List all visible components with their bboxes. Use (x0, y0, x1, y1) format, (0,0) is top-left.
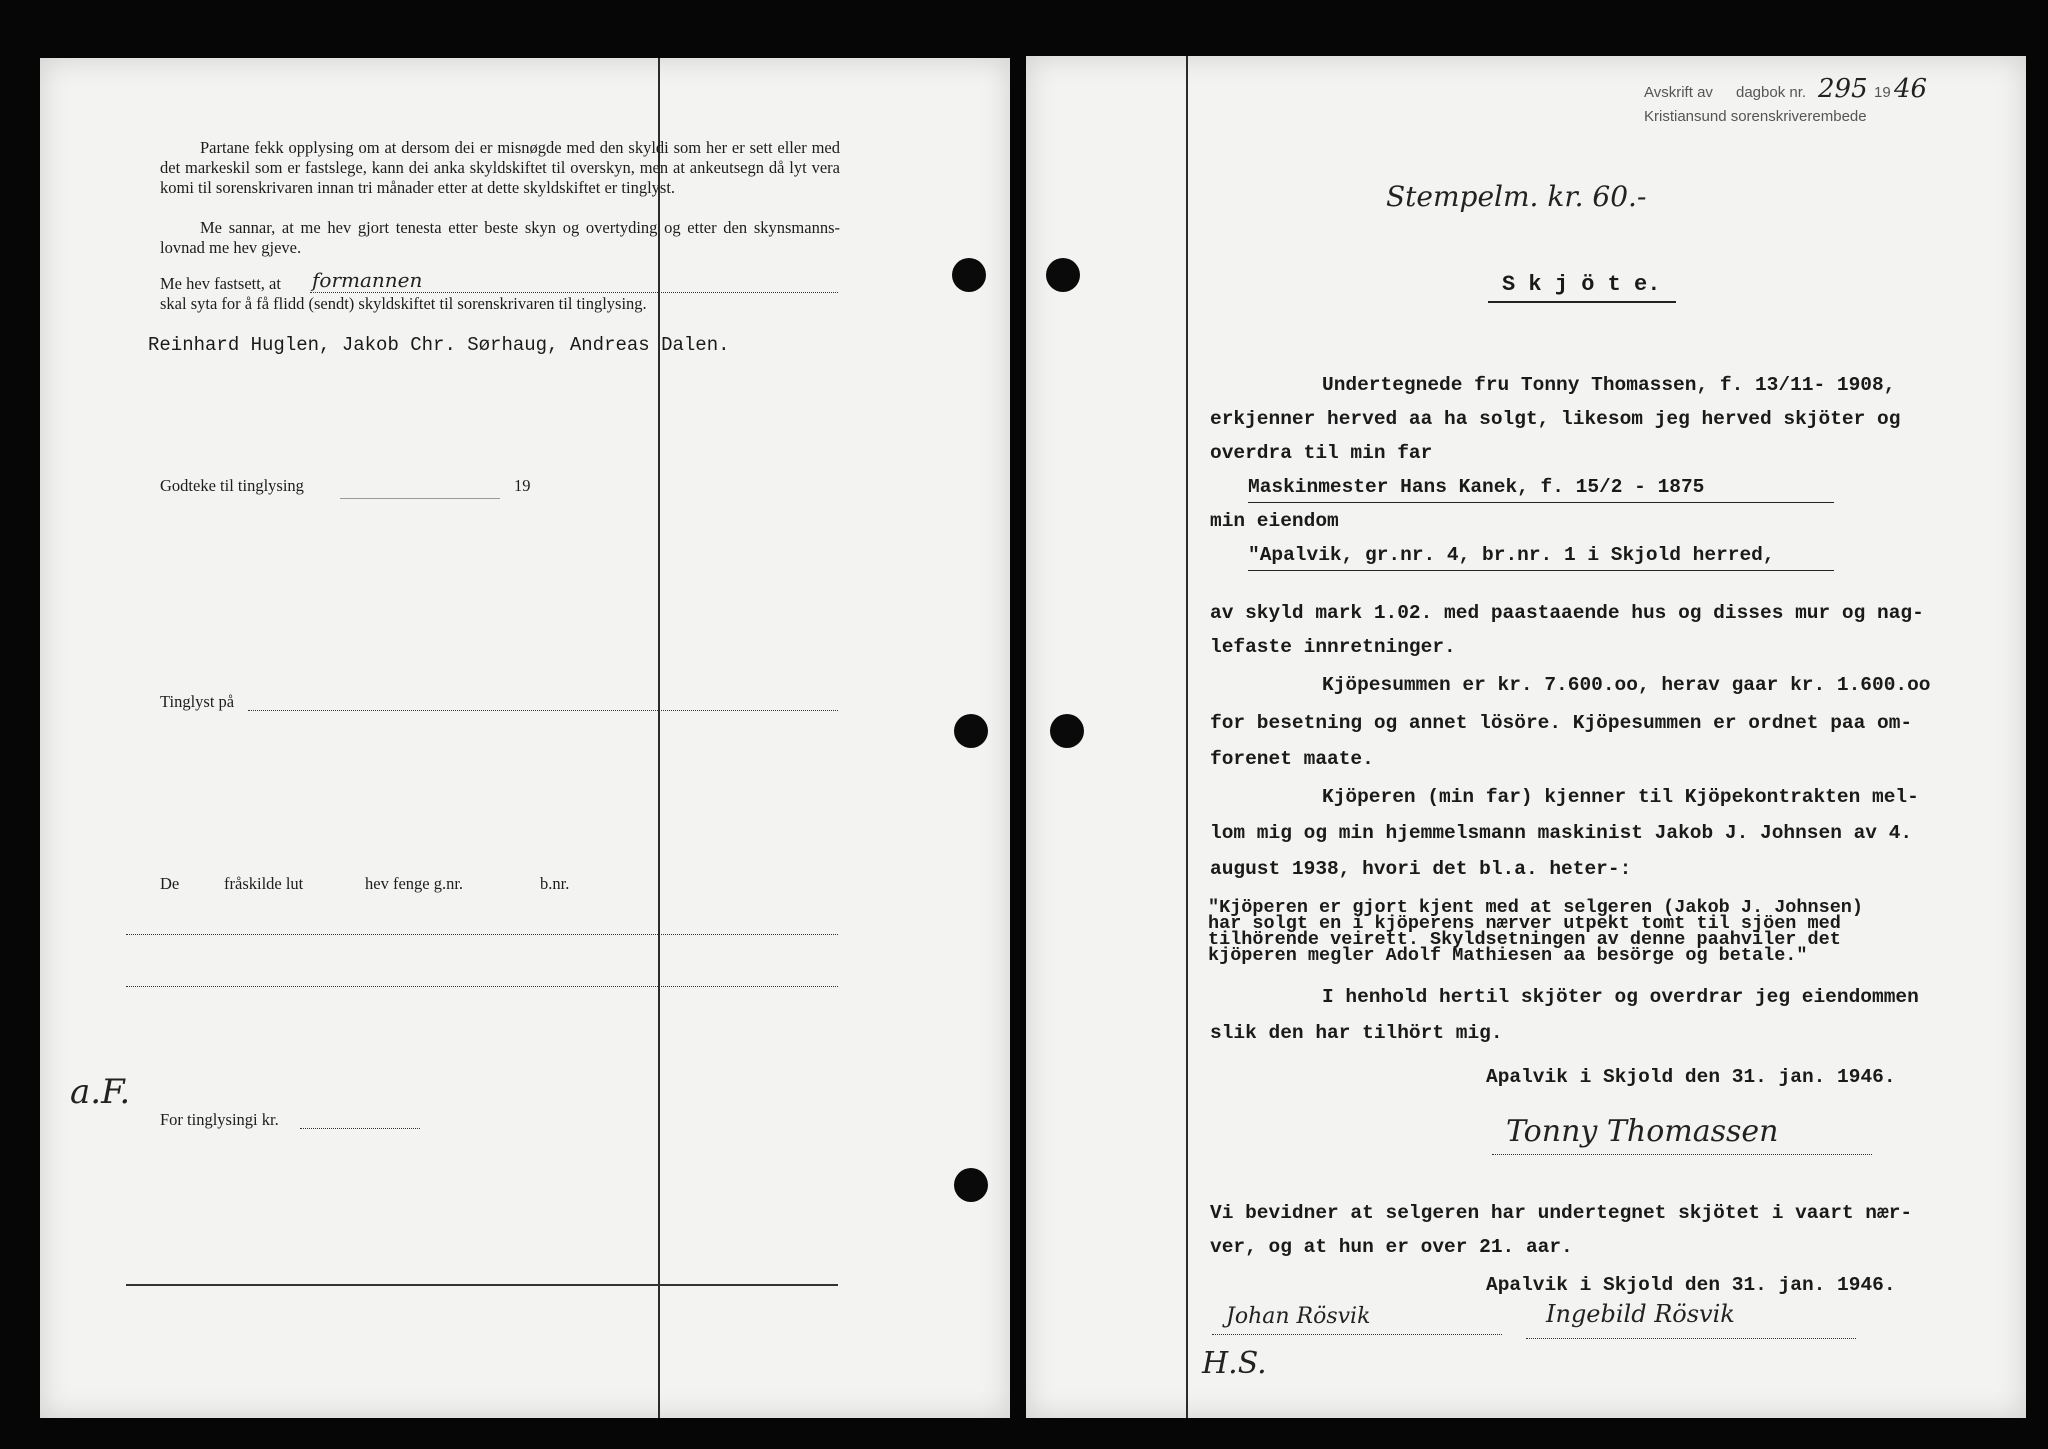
stamp-dagbok: dagbok nr. (1736, 84, 1807, 101)
fastsett-line (310, 292, 838, 293)
deed-title: S k j ö t e. (1502, 272, 1661, 297)
bnr-label: b.nr. (540, 874, 570, 893)
body-line: august 1938, hvori det bl.a. heter-: (1210, 858, 1632, 880)
godteke-line (340, 498, 500, 499)
stamp-prefix: Avskrift av (1644, 84, 1713, 101)
witness1-signature: Johan Rösvik (1226, 1304, 1371, 1329)
body-line: av skyld mark 1.02. med paastaaende hus og disses mur og nag- (1210, 602, 1924, 624)
right-margin-rule (1186, 56, 1188, 1418)
left-margin-rule (658, 58, 660, 1418)
syta-line: skal syta for å få flidd (sendt) skyldskiftet til sorenskrivaren til tinglysing. (160, 294, 647, 313)
title-underline (1488, 301, 1676, 303)
property-underline (1248, 570, 1834, 571)
fastsett-label: Me hev fastsett, at (160, 274, 281, 293)
body-line: min eiendom (1210, 510, 1339, 532)
godteke-label: Godteke til tinglysing (160, 476, 304, 495)
quote-line: kjöperen megler Adolf Mathiesen aa besörge og betale." (1208, 945, 1808, 966)
fraskilde-line-1 (126, 934, 838, 935)
de-label: De (160, 874, 180, 893)
stamp-year: 46 (1894, 74, 1928, 104)
stamp-duty: Stempelm. kr. 60.- (1386, 180, 1647, 213)
witness1-line (1212, 1334, 1502, 1335)
punch-hole (954, 1168, 988, 1202)
place-date-2: Apalvik i Skjold den 31. jan. 1946. (1486, 1274, 1896, 1296)
body-line: for besetning og annet lösöre. Kjöpesummen er ordnet paa om- (1210, 712, 1913, 734)
body-line: Undertegnede fru Tonny Thomassen, f. 13/11- 1908, (1322, 374, 1896, 396)
body-line: lefaste innretninger. (1210, 636, 1456, 658)
punch-hole (1050, 714, 1084, 748)
left-page (40, 58, 1010, 1418)
right-page (1026, 56, 2026, 1418)
quote-line: tilhörende veirett. Skyldsetningen av denne paahviler det (1208, 929, 1841, 950)
place-date-1: Apalvik i Skjold den 31. jan. 1946. (1486, 1066, 1896, 1088)
seller-signature: Tonny Thomassen (1506, 1114, 1779, 1149)
body-line: I henhold hertil skjöter og overdrar jeg eiendommen (1322, 986, 1919, 1008)
left-initials: a.F. (70, 1072, 131, 1112)
witness-line: Vi bevidner at selgeren har undertegnet skjötet i vaart nær- (1210, 1202, 1913, 1224)
witness2-signature: Ingebild Rösvik (1546, 1300, 1735, 1328)
for-tinglysingi-label: For tinglysingi kr. (160, 1110, 279, 1129)
body-line: Kjöperen (min far) kjenner til Kjöpekontrakten mel- (1322, 786, 1919, 808)
body-line: erkjenner herved aa ha solgt, likesom jeg herved skjöter og (1210, 408, 1901, 430)
fastsett-value: formannen (312, 268, 423, 292)
quote-line: har solgt en i kjöperens nærver utpekt tomt til sjöen med (1208, 913, 1841, 934)
tinglyst-label: Tinglyst på (160, 692, 235, 711)
fraskilde-line-2 (126, 986, 838, 987)
oath-paragraph: Me sannar, at me hev gjort tenesta etter beste skyn og overtyding og etter den skynsmanns-lovnad me hev gjeve. (160, 218, 840, 257)
body-line: "Apalvik, gr.nr. 4, br.nr. 1 i Skjold herred, (1248, 544, 1775, 566)
witness2-line (1526, 1338, 1856, 1339)
names-line: Reinhard Huglen, Jakob Chr. Sørhaug, Andreas Dalen. (148, 334, 730, 356)
body-line: forenet maate. (1210, 748, 1374, 770)
buyer-underline (1248, 502, 1834, 503)
seller-signature-line (1492, 1154, 1872, 1155)
witness-line: ver, og at hun er over 21. aar. (1210, 1236, 1573, 1258)
tinglyst-line (248, 710, 838, 711)
for-tinglysingi-line (300, 1128, 420, 1129)
quote-line: "Kjöperen er gjort kjent med at selgeren (Jakob J. Johnsen) (1208, 897, 1864, 918)
right-initials: H.S. (1202, 1346, 1267, 1381)
hev-fenge-label: hev fenge g.nr. (365, 874, 464, 893)
fraskilde-label: fråskilde lut (224, 874, 304, 893)
stamp-office: Kristiansund sorenskriverembede (1644, 108, 1867, 125)
body-line: lom mig og min hjemmelsmann maskinist Jakob J. Johnsen av 4. (1210, 822, 1913, 844)
punch-hole (1046, 258, 1080, 292)
punch-hole (954, 714, 988, 748)
bottom-rule (126, 1284, 838, 1286)
body-line: overdra til min far (1210, 442, 1433, 464)
godteke-year: 19 (514, 476, 531, 495)
punch-hole (952, 258, 986, 292)
stamp-number: 295 (1818, 74, 1868, 104)
body-line: Maskinmester Hans Kanek, f. 15/2 - 1875 (1248, 476, 1705, 498)
appeal-paragraph: Partane fekk opplysing om at dersom dei er misnøgde med den skyldi som her er sett eller med det markeskil som er fastslege, kann dei anka skyldskiftet til overskyn, men at ankeutsegn då lyt vera komi til sorenskrivaren innan tri månader etter at dette skyldskiftet er tinglyst. (160, 138, 840, 197)
body-line: slik den har tilhört mig. (1210, 1022, 1503, 1044)
stamp-year-prefix: 19 (1874, 84, 1891, 101)
body-line: Kjöpesummen er kr. 7.600.oo, herav gaar kr. 1.600.oo (1322, 674, 1931, 696)
